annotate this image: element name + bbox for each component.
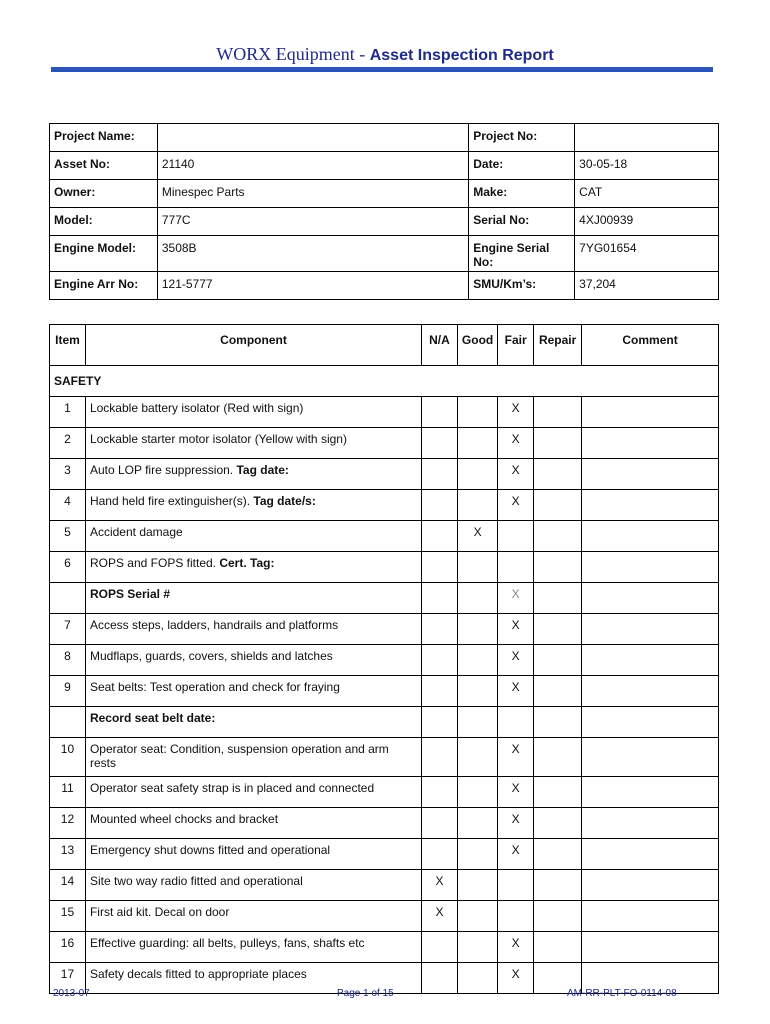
header-comment: Comment <box>582 325 719 366</box>
rating-repair[interactable] <box>534 808 582 839</box>
report-title <box>0 44 770 65</box>
component-cell <box>85 428 421 459</box>
rating-fair[interactable]: X <box>498 676 534 707</box>
table-row <box>50 808 719 839</box>
component-text: Mudflaps, guards, covers, shields and latches <box>89 649 333 663</box>
component-cell <box>85 901 421 932</box>
owner-value[interactable]: Minespec Parts <box>157 180 468 208</box>
item-number: 16 <box>50 932 86 963</box>
rating-good[interactable] <box>457 583 497 614</box>
smu-value[interactable]: 37,204 <box>575 272 719 300</box>
rating-na[interactable]: X <box>422 901 458 932</box>
table-row <box>50 614 719 645</box>
rating-repair[interactable] <box>534 707 582 738</box>
table-row <box>50 839 719 870</box>
rating-good[interactable] <box>457 676 497 707</box>
component-cell <box>85 645 421 676</box>
comment-cell[interactable] <box>582 397 719 428</box>
model-value[interactable]: 777C <box>157 208 468 236</box>
rating-fair[interactable] <box>498 901 534 932</box>
table-row <box>50 707 719 738</box>
rating-na[interactable] <box>422 808 458 839</box>
item-number: 2 <box>50 428 86 459</box>
table-row <box>50 490 719 521</box>
component-text: Safety decals fitted to appropriate places <box>89 967 307 981</box>
comment-cell[interactable] <box>582 777 719 808</box>
component-cell <box>85 490 421 521</box>
rating-good[interactable] <box>457 459 497 490</box>
rating-na[interactable] <box>422 614 458 645</box>
rating-repair[interactable] <box>534 397 582 428</box>
rating-repair[interactable] <box>534 614 582 645</box>
rating-good[interactable] <box>457 707 497 738</box>
rating-good[interactable] <box>457 490 497 521</box>
rating-fair[interactable]: X <box>498 583 534 614</box>
item-number: 15 <box>50 901 86 932</box>
component-cell <box>85 932 421 963</box>
project-name-label: Project Name: <box>50 124 158 152</box>
item-number: 11 <box>50 777 86 808</box>
rating-repair[interactable] <box>534 459 582 490</box>
comment-cell[interactable] <box>582 808 719 839</box>
rating-good[interactable] <box>457 428 497 459</box>
rating-repair[interactable] <box>534 428 582 459</box>
title-part-1: WORX Equipment - <box>216 44 370 64</box>
engine-model-label: Engine Model: <box>50 236 158 272</box>
rating-fair[interactable] <box>498 552 534 583</box>
header-repair: Repair <box>534 325 582 366</box>
title-underline <box>51 67 713 72</box>
header-component: Component <box>85 325 421 366</box>
rating-good[interactable] <box>457 645 497 676</box>
component-text: Emergency shut downs fitted and operational <box>89 843 331 857</box>
item-number: 1 <box>50 397 86 428</box>
rating-repair[interactable] <box>534 870 582 901</box>
item-number <box>50 707 86 738</box>
rating-good[interactable] <box>457 552 497 583</box>
inspection-table <box>49 324 719 994</box>
rating-na[interactable]: X <box>422 870 458 901</box>
table-row <box>50 676 719 707</box>
header-good: Good <box>457 325 497 366</box>
rating-na[interactable] <box>422 932 458 963</box>
component-cell <box>85 870 421 901</box>
serial-no-label: Serial No: <box>469 208 575 236</box>
component-cell <box>85 738 421 777</box>
asset-info-table <box>49 123 719 300</box>
component-cell <box>85 777 421 808</box>
section-safety: SAFETY <box>50 366 719 397</box>
component-bold-text: Record seat belt date: <box>89 711 216 725</box>
rating-na[interactable] <box>422 707 458 738</box>
rating-repair[interactable] <box>534 676 582 707</box>
comment-cell[interactable] <box>582 839 719 870</box>
rating-fair[interactable]: X <box>498 839 534 870</box>
component-bold-text: ROPS Serial # <box>89 587 170 601</box>
model-label: Model: <box>50 208 158 236</box>
item-number: 12 <box>50 808 86 839</box>
component-text: First aid kit. Decal on door <box>89 905 230 919</box>
item-number: 13 <box>50 839 86 870</box>
component-text: Site two way radio fitted and operational <box>89 874 303 888</box>
rating-na[interactable] <box>422 552 458 583</box>
rating-fair[interactable] <box>498 521 534 552</box>
project-no-label: Project No: <box>469 124 575 152</box>
item-number: 10 <box>50 738 86 777</box>
rating-good[interactable]: X <box>457 521 497 552</box>
date-value[interactable]: 30-05-18 <box>575 152 719 180</box>
component-cell <box>85 808 421 839</box>
table-row <box>50 901 719 932</box>
rating-good[interactable] <box>457 397 497 428</box>
component-bold-text: Tag date/s: <box>253 494 316 508</box>
table-row <box>50 870 719 901</box>
item-number: 3 <box>50 459 86 490</box>
item-number: 6 <box>50 552 86 583</box>
comment-cell[interactable] <box>582 932 719 963</box>
engine-model-value[interactable]: 3508B <box>157 236 468 272</box>
rating-repair[interactable] <box>534 932 582 963</box>
item-number: 4 <box>50 490 86 521</box>
comment-cell[interactable] <box>582 707 719 738</box>
rating-fair[interactable]: X <box>498 645 534 676</box>
serial-no-value[interactable]: 4XJ00939 <box>575 208 719 236</box>
rating-good[interactable] <box>457 614 497 645</box>
header-na: N/A <box>422 325 458 366</box>
rating-fair[interactable]: X <box>498 932 534 963</box>
comment-cell[interactable] <box>582 459 719 490</box>
footer-doc-code: AM-RR-PLT-FO-0114-08 <box>567 988 677 999</box>
rating-fair[interactable]: X <box>498 808 534 839</box>
header-fair: Fair <box>498 325 534 366</box>
item-number: 9 <box>50 676 86 707</box>
table-row <box>50 932 719 963</box>
rating-na[interactable] <box>422 397 458 428</box>
rating-na[interactable] <box>422 521 458 552</box>
rating-repair[interactable] <box>534 839 582 870</box>
asset-no-value[interactable]: 21140 <box>157 152 468 180</box>
component-text: Access steps, ladders, handrails and platforms <box>89 618 339 632</box>
date-label: Date: <box>469 152 575 180</box>
rating-good[interactable] <box>457 738 497 777</box>
rating-na[interactable] <box>422 645 458 676</box>
rating-repair[interactable] <box>534 645 582 676</box>
table-row <box>50 738 719 777</box>
component-cell <box>85 614 421 645</box>
engine-arr-label: Engine Arr No: <box>50 272 158 300</box>
table-header-row <box>50 325 719 366</box>
rating-good[interactable] <box>457 808 497 839</box>
rating-na[interactable] <box>422 676 458 707</box>
component-text: Operator seat: Condition, suspension operation and arm rests <box>89 742 389 770</box>
comment-cell[interactable] <box>582 870 719 901</box>
component-text: Auto LOP fire suppression. <box>89 463 237 477</box>
comment-cell[interactable] <box>582 490 719 521</box>
rating-fair[interactable]: X <box>498 428 534 459</box>
title-part-2: Asset Inspection Report <box>369 47 554 64</box>
component-text: Operator seat safety strap is in placed and connected <box>89 781 375 795</box>
table-row <box>50 397 719 428</box>
comment-cell[interactable] <box>582 614 719 645</box>
comment-cell[interactable] <box>582 901 719 932</box>
rating-good[interactable] <box>457 870 497 901</box>
table-row <box>50 521 719 552</box>
rating-fair[interactable]: X <box>498 777 534 808</box>
item-number: 5 <box>50 521 86 552</box>
component-text: Seat belts: Test operation and check for fraying <box>89 680 340 694</box>
table-row <box>50 428 719 459</box>
table-row <box>50 459 719 490</box>
rating-good[interactable] <box>457 777 497 808</box>
component-cell <box>85 839 421 870</box>
comment-cell[interactable] <box>582 645 719 676</box>
rating-na[interactable] <box>422 963 458 994</box>
comment-cell[interactable] <box>582 552 719 583</box>
footer-page: Page 1 of 15 <box>337 988 394 999</box>
comment-cell[interactable] <box>582 738 719 777</box>
comment-cell[interactable] <box>582 676 719 707</box>
rating-repair[interactable] <box>534 901 582 932</box>
project-name-value[interactable] <box>157 124 468 152</box>
table-row <box>50 583 719 614</box>
component-cell <box>85 552 421 583</box>
component-cell <box>85 707 421 738</box>
rating-good[interactable] <box>457 932 497 963</box>
component-text: Lockable starter motor isolator (Yellow with sign) <box>89 432 347 446</box>
component-cell <box>85 521 421 552</box>
component-cell <box>85 583 421 614</box>
make-value[interactable]: CAT <box>575 180 719 208</box>
rating-na[interactable] <box>422 777 458 808</box>
table-row <box>50 777 719 808</box>
table-row <box>50 552 719 583</box>
rating-good[interactable] <box>457 901 497 932</box>
item-number: 7 <box>50 614 86 645</box>
rating-fair[interactable]: X <box>498 614 534 645</box>
rating-repair[interactable] <box>534 552 582 583</box>
engine-serial-label: Engine Serial No: <box>469 236 575 272</box>
rating-fair[interactable]: X <box>498 963 534 994</box>
rating-repair[interactable] <box>534 738 582 777</box>
table-row <box>50 645 719 676</box>
component-cell <box>85 676 421 707</box>
engine-arr-value[interactable]: 121-5777 <box>157 272 468 300</box>
comment-cell[interactable] <box>582 583 719 614</box>
rating-fair[interactable] <box>498 870 534 901</box>
component-text: Lockable battery isolator (Red with sign) <box>89 401 304 415</box>
header-item: Item <box>50 325 86 366</box>
engine-serial-value[interactable]: 7YG01654 <box>575 236 719 272</box>
comment-cell[interactable] <box>582 428 719 459</box>
rating-na[interactable] <box>422 459 458 490</box>
asset-no-label: Asset No: <box>50 152 158 180</box>
component-cell <box>85 397 421 428</box>
item-number: 14 <box>50 870 86 901</box>
item-number: 8 <box>50 645 86 676</box>
rating-repair[interactable] <box>534 490 582 521</box>
component-cell <box>85 459 421 490</box>
rating-na[interactable] <box>422 490 458 521</box>
component-text: Accident damage <box>89 525 183 539</box>
rating-repair[interactable] <box>534 583 582 614</box>
rating-na[interactable] <box>422 583 458 614</box>
item-number: 17 <box>50 963 86 994</box>
project-no-value[interactable] <box>575 124 719 152</box>
make-label: Make: <box>469 180 575 208</box>
rating-fair[interactable]: X <box>498 490 534 521</box>
rating-repair[interactable] <box>534 521 582 552</box>
rating-na[interactable] <box>422 738 458 777</box>
comment-cell[interactable] <box>582 521 719 552</box>
component-text: Hand held fire extinguisher(s). <box>89 494 254 508</box>
rating-good[interactable] <box>457 963 497 994</box>
rating-fair[interactable]: X <box>498 738 534 777</box>
component-bold-text: Tag date: <box>236 463 289 477</box>
component-text: Effective guarding: all belts, pulleys, fans, shafts etc <box>89 936 365 950</box>
rating-fair[interactable]: X <box>498 459 534 490</box>
rating-na[interactable] <box>422 428 458 459</box>
rating-good[interactable] <box>457 839 497 870</box>
smu-label: SMU/Km’s: <box>469 272 575 300</box>
rating-fair[interactable]: X <box>498 397 534 428</box>
rating-fair[interactable] <box>498 707 534 738</box>
component-text: ROPS and FOPS fitted. <box>89 556 220 570</box>
component-text: Mounted wheel chocks and bracket <box>89 812 279 826</box>
item-number <box>50 583 86 614</box>
owner-label: Owner: <box>50 180 158 208</box>
footer-date: 2013-07 <box>53 988 90 999</box>
component-bold-text: Cert. Tag: <box>219 556 275 570</box>
rating-na[interactable] <box>422 839 458 870</box>
rating-repair[interactable] <box>534 777 582 808</box>
